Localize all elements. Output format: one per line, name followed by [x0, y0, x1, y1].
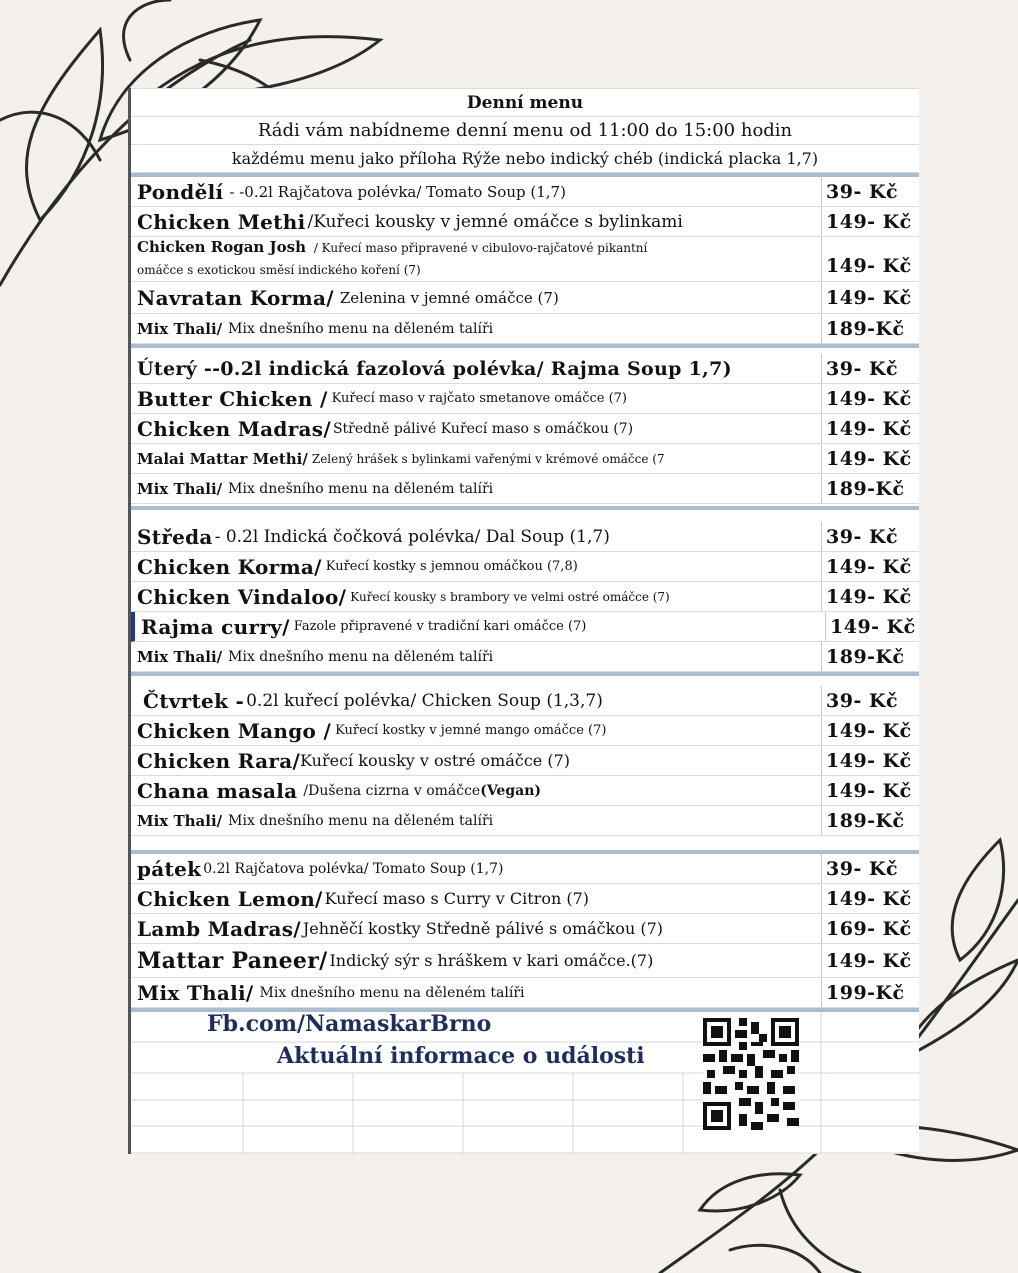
item-name-cell — [137, 914, 817, 943]
day-separator — [131, 672, 919, 676]
item-description: Zelenina v jemné omáčce (7) — [339, 288, 559, 307]
menu-item-row — [131, 314, 919, 344]
item-price: 149- Kč — [821, 776, 919, 805]
item-name-cell — [137, 207, 817, 236]
menu-item-row — [131, 716, 919, 746]
item-description: Indický sýr s hráškem v kari omáčce.(7) — [329, 951, 654, 970]
item-name: Středa — [137, 524, 213, 549]
menu-item-row — [131, 207, 919, 237]
menu-item-row — [131, 776, 919, 806]
item-price: 149- Kč — [821, 444, 919, 473]
item-price: 189-Kč — [821, 806, 919, 835]
item-name: Mix Thali/ — [137, 319, 223, 338]
item-description: Jehněčí kostky Středně pálivé s omáčkou (7) — [302, 919, 663, 938]
item-price: 189-Kč — [821, 314, 919, 343]
item-name: Chicken Korma/ — [137, 554, 322, 579]
menu-item-row — [131, 884, 919, 914]
menu-item-row — [131, 746, 919, 776]
header-title-row — [131, 88, 919, 117]
item-price: 149- Kč — [821, 237, 919, 281]
item-name: Úterý --0.2l indická fazolová polévka/ Rajma Soup 1,7) — [137, 357, 732, 380]
item-name-cell — [137, 552, 817, 581]
item-price: 169- Kč — [821, 914, 919, 943]
item-name-cell — [137, 686, 817, 715]
item-name-cell — [137, 237, 817, 281]
item-price: 39- Kč — [821, 522, 919, 551]
menu-item-row — [131, 354, 919, 384]
item-description: Středně pálivé Kuřecí maso s omáčkou (7) — [332, 420, 634, 437]
item-price: 39- Kč — [821, 354, 919, 383]
item-description-vegan: (Vegan) — [480, 782, 541, 799]
item-price: 199-Kč — [821, 978, 919, 1007]
item-name: Chicken Lemon/ — [137, 886, 323, 911]
item-name-cell — [137, 582, 817, 611]
menu-subtitle: Rádi vám nabídneme denní menu od 11:00 do 15:00 hodin — [257, 120, 793, 141]
item-price: 189-Kč — [821, 642, 919, 671]
menu-item-row — [131, 612, 919, 642]
menu-item-row — [131, 944, 919, 978]
item-name: Mix Thali/ — [137, 980, 254, 1005]
menu-item-row — [131, 978, 919, 1008]
menu-item-row — [131, 282, 919, 314]
menu-note: každému menu jako příloha Rýže nebo indický chéb (indická placka 1,7) — [231, 149, 819, 168]
menu-title: Denní menu — [466, 92, 584, 113]
day-separator — [131, 506, 919, 510]
item-description: Kuřecí kousky s brambory ve velmi ostré omáčce (7) — [350, 589, 670, 604]
item-description: - 0.2l Indická čočková polévka/ Dal Soup (1,7) — [214, 526, 610, 547]
item-name-cell — [137, 884, 817, 913]
menu-item-row — [131, 414, 919, 444]
item-name: Chicken Rogan Josh — [137, 238, 306, 256]
item-name-cell — [137, 776, 817, 805]
item-description: Fazole připravené v tradiční kari omáčce (7) — [293, 619, 587, 634]
menu-item-row — [131, 444, 919, 474]
item-description: 0.2l Rajčatova polévka/ Tomato Soup (1,7) — [203, 860, 504, 877]
item-price: 149- Kč — [821, 746, 919, 775]
item-description: / Kuřecí maso připravené v cibulovo-rajčatové pikantní — [310, 241, 648, 255]
menu-item-row — [131, 582, 919, 612]
item-price: 149- Kč — [821, 716, 919, 745]
item-description: Kuřecí kousky v ostré omáčce (7) — [300, 751, 570, 770]
item-description: Kuřecí maso v rajčato smetanove omáčce (7) — [331, 391, 627, 406]
item-description: Kuřecí maso s Curry v Citron (7) — [324, 889, 589, 908]
menu-item-row — [131, 237, 919, 282]
item-name-cell — [137, 282, 817, 313]
item-name: Navratan Korma/ — [137, 285, 334, 310]
item-description: /Kuřeci kousky v jemné omáčce s bylinkami — [307, 211, 683, 232]
item-price: 149- Kč — [821, 884, 919, 913]
item-name-cell — [137, 314, 817, 343]
item-name: Čtvrtek - — [143, 688, 245, 713]
menu-item-row — [131, 854, 919, 884]
item-price: 39- Kč — [821, 177, 919, 206]
item-price: 149- Kč — [821, 582, 919, 611]
item-description: - -0.2l Rajčatova polévka/ Tomato Soup (1,7) — [229, 182, 566, 201]
item-description: Mix dnešního menu na děleném talíři — [228, 812, 494, 829]
item-name: Malai Mattar Methi/ — [137, 449, 308, 468]
item-name-cell — [137, 444, 817, 473]
item-description: Zelený hrášek s bylinkami vařenými v krémové omáčce (7 — [311, 451, 665, 466]
item-description: Mix dnešního menu na děleném talíři — [228, 480, 494, 497]
item-name-cell — [137, 642, 817, 671]
menu-item-row — [131, 806, 919, 836]
item-description: Mix dnešního menu na děleném talíři — [259, 984, 525, 1001]
item-name: Chicken Madras/ — [137, 416, 331, 441]
item-name: Chicken Mango / — [137, 718, 332, 743]
item-name: Mix Thali/ — [137, 647, 223, 666]
item-name: Mix Thali/ — [137, 811, 223, 830]
item-name-cell — [137, 806, 817, 835]
item-name-cell — [137, 854, 817, 883]
item-name-cell — [137, 414, 817, 443]
item-price: 149- Kč — [821, 384, 919, 413]
item-price: 39- Kč — [821, 854, 919, 883]
item-price: 149- Kč — [821, 414, 919, 443]
item-price: 189-Kč — [821, 474, 919, 503]
item-name: Chicken Methi — [137, 209, 306, 234]
item-description: Kuřecí kostky v jemné mango omáčce (7) — [335, 723, 607, 738]
item-description: Mix dnešního menu na děleném talíři — [228, 320, 494, 337]
item-name-cell — [137, 522, 817, 551]
menu-item-row — [131, 686, 919, 716]
item-name-cell — [137, 384, 817, 413]
item-description: Mix dnešního menu na děleném talíři — [228, 648, 494, 665]
item-description: 0.2l kuřecí polévka/ Chicken Soup (1,3,7) — [246, 690, 603, 711]
item-description-line2: omáčce s exotickou směsí indického koření (7) — [137, 263, 421, 277]
menu-item-row — [131, 552, 919, 582]
menu-item-row — [131, 474, 919, 504]
item-name: Mix Thali/ — [137, 479, 223, 498]
menu-sheet — [128, 88, 919, 1154]
menu-item-row — [131, 642, 919, 672]
menu-item-row — [131, 914, 919, 944]
item-description: /Dušena cizrna v omáčce — [303, 782, 481, 799]
header-subtitle-row — [131, 117, 919, 145]
item-name: Mattar Paneer/ — [137, 947, 328, 974]
item-name-cell — [137, 474, 817, 503]
item-name-cell — [137, 978, 817, 1007]
item-name-cell — [141, 612, 821, 641]
item-name: Rajma curry/ — [141, 614, 290, 639]
item-name: Chicken Vindaloo/ — [137, 584, 347, 609]
day-separator — [131, 344, 919, 348]
item-name-cell — [137, 944, 817, 977]
facebook-link[interactable]: Fb.com/NamaskarBrno — [207, 1011, 492, 1037]
item-name-cell — [137, 716, 817, 745]
item-name-cell — [137, 177, 817, 206]
item-price: 149- Kč — [821, 282, 919, 313]
qr-code[interactable] — [703, 1018, 799, 1130]
item-price: 39- Kč — [821, 686, 919, 715]
item-name: Butter Chicken / — [137, 386, 328, 411]
item-name: Chicken Rara/ — [137, 748, 301, 773]
item-description: Kuřecí kostky s jemnou omáčkou (7,8) — [325, 559, 578, 574]
item-name: Pondělí — [137, 179, 224, 204]
menu-item-row — [131, 384, 919, 414]
item-price: 149- Kč — [821, 207, 919, 236]
item-name: Lamb Madras/ — [137, 916, 301, 941]
item-name: pátek — [137, 856, 202, 881]
item-name-cell — [137, 354, 817, 383]
item-price: 149- Kč — [825, 612, 923, 641]
item-name: Chana masala — [137, 778, 298, 803]
item-price: 149- Kč — [821, 552, 919, 581]
item-name-cell — [137, 746, 817, 775]
menu-item-row — [131, 522, 919, 552]
item-price: 149- Kč — [821, 944, 919, 977]
footer-info-text: Aktuální informace o události — [277, 1043, 645, 1069]
menu-item-row — [131, 177, 919, 207]
header-note-row — [131, 145, 919, 173]
